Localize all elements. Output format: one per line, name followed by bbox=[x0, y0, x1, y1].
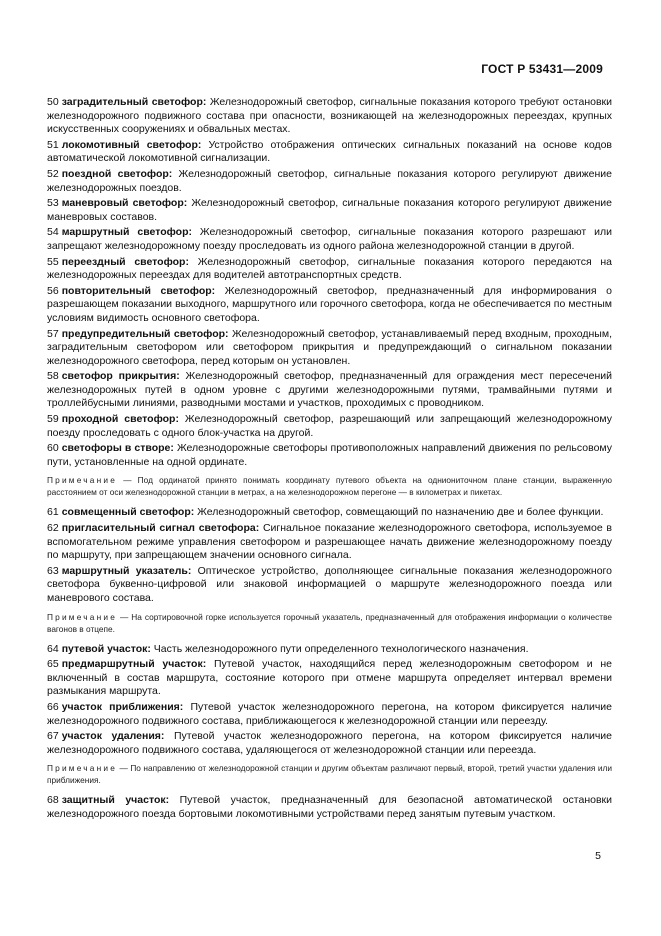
term-name: поездной светофор: bbox=[61, 167, 173, 180]
term-name: предупредительный светофор: bbox=[61, 327, 229, 340]
term-name: участок приближения: bbox=[61, 700, 184, 713]
term-definition: Железнодорожный светофор, сигнальные показания которого требуют остановки железнодорожного подвижного состава при опасности, возникающей на железнодорожных переездах, крупных искусственных сооружениях и обвальных местах. bbox=[47, 96, 612, 136]
term-name: предмаршрутный участок: bbox=[61, 658, 207, 671]
term-entry bbox=[47, 522, 612, 563]
term-number: 55 bbox=[47, 255, 59, 268]
term-entry bbox=[47, 794, 612, 821]
term-number: 68 bbox=[47, 794, 59, 807]
term-entry bbox=[47, 442, 612, 469]
term-definition: Часть железнодорожного пути определенного технологического назначения. bbox=[150, 642, 529, 655]
term-number: 50 bbox=[47, 96, 59, 108]
term-number: 59 bbox=[47, 413, 59, 426]
document-id: ГОСТ Р 53431—2009 bbox=[481, 62, 603, 76]
term-number: 54 bbox=[47, 226, 59, 239]
term-number: 61 bbox=[47, 506, 59, 519]
term-entry bbox=[47, 565, 612, 606]
term-name: заградительный светофор: bbox=[61, 96, 207, 108]
note-text: — На сортировочной горке используется горочный указатель, предназначенный для отображения информации о количестве вагонов в отцепе. bbox=[47, 611, 612, 634]
note-text: — По направлению от железнодорожной станции и другим объектам различают первый, второй, третий участки удаления или приближения. bbox=[47, 763, 612, 786]
term-entry bbox=[47, 701, 612, 728]
term-definition: Сигнальное показание железнодорожного светофора, используемое в вспомогательном режиме управления светофором и разрешающее начать движение железнодорожному поезду по маршруту, при запрещающем значении основного сигнала. bbox=[47, 522, 612, 562]
page-number: 5 bbox=[595, 850, 601, 862]
term-name: маршрутный светофор: bbox=[61, 226, 193, 239]
note bbox=[47, 474, 612, 498]
term-definition: Путевой участок железнодорожного перегона, на котором фиксируется наличие железнодорожного подвижного состава, приближающегося к железнодорожной станции или переезду. bbox=[47, 700, 612, 727]
term-number: 56 bbox=[47, 284, 59, 297]
term-name: локомотивный светофор: bbox=[61, 138, 202, 151]
term-entry bbox=[47, 96, 612, 137]
term-definition: Железнодорожные светофоры противоположных направлений движения по рельсовому пути, установленные на одной ординате. bbox=[47, 442, 612, 468]
term-name: участок удаления: bbox=[61, 730, 165, 743]
note-label: Примечание bbox=[47, 763, 118, 774]
term-name: совмещенный светофор: bbox=[61, 506, 195, 519]
term-definition: Железнодорожный светофор, сигнальные показания которого регулируют движение маневровых составов. bbox=[47, 197, 612, 223]
term-entry bbox=[47, 168, 612, 195]
term-entry bbox=[47, 197, 612, 224]
note-text: — Под ординатой принято понимать координату путевого объекта на одниониточном плане станции, выраженную расстоянием от оси железнодорожной станции в метрах, а на железнодорожном перегоне — в километрах и пикетах. bbox=[47, 475, 612, 498]
term-number: 52 bbox=[47, 167, 59, 180]
term-number: 51 bbox=[47, 138, 59, 151]
term-number: 67 bbox=[47, 730, 59, 743]
term-name: светофоры в створе: bbox=[61, 442, 174, 455]
term-name: защитный участок: bbox=[61, 794, 170, 807]
term-definition: Оптическое устройство, дополняющее сигнальные показания железнодорожного светофора буквенно-цифровой или знаковой информацией о маршруте железнодорожного поезда или маневрового состава. bbox=[47, 564, 612, 604]
term-definition: Путевой участок, предназначенный для безопасной автоматической остановки железнодорожного поезда бортовыми локомотивными устройствами перед занятым путевым участком. bbox=[47, 794, 612, 820]
term-entry bbox=[47, 413, 612, 440]
term-entry bbox=[47, 370, 612, 411]
term-definition: Железнодорожный светофор, предназначенный для ограждения мест пересечений железнодорожных путей в одном уровне с другими железнодорожными путями, трамвайными путями и троллейбусными линиями, разводными мостами и участков, проходимых с проводником. bbox=[47, 370, 612, 410]
term-entry bbox=[47, 643, 612, 657]
term-entry bbox=[47, 506, 612, 520]
term-number: 65 bbox=[47, 658, 59, 671]
term-name: переездный светофор: bbox=[61, 255, 189, 268]
note bbox=[47, 611, 612, 635]
note-label: Примечание bbox=[47, 611, 118, 622]
term-definition: Железнодорожный светофор, сигнальные показания которого разрешают или запрещают железнодорожному поезду проследовать из одного района железнодорожной станции в другой. bbox=[47, 226, 612, 252]
term-number: 66 bbox=[47, 700, 59, 713]
note bbox=[47, 762, 612, 786]
term-name: путевой участок: bbox=[61, 642, 151, 655]
term-name: повторительный светофор: bbox=[61, 284, 216, 297]
term-definition: Железнодорожный светофор, совмещающий по назначению две и более функции. bbox=[194, 506, 604, 519]
term-number: 64 bbox=[47, 642, 59, 655]
term-number: 63 bbox=[47, 564, 59, 577]
term-entry bbox=[47, 285, 612, 326]
term-number: 58 bbox=[47, 370, 59, 383]
term-number: 60 bbox=[47, 442, 59, 455]
document-body bbox=[47, 96, 612, 824]
term-number: 53 bbox=[47, 197, 59, 210]
term-name: пригласительный сигнал светофора: bbox=[61, 522, 260, 535]
term-entry bbox=[47, 730, 612, 757]
term-entry bbox=[47, 256, 612, 283]
term-definition: Путевой участок железнодорожного перегона, на котором фиксируется наличие железнодорожного подвижного состава, удаляющегося от железнодорожной станции или переезда. bbox=[47, 730, 612, 756]
term-definition: Железнодорожный светофор, предназначенный для информирования о разрешающем показании выходного, маршрутного или горочного светофора, когда не обеспечивается по местным условиям видимость основного светофора. bbox=[47, 284, 613, 324]
term-name: маршрутный указатель: bbox=[61, 564, 192, 577]
term-name: маневровый светофор: bbox=[61, 197, 188, 210]
term-number: 62 bbox=[47, 522, 59, 535]
term-definition: Железнодорожный светофор, сигнальные показания которого передаются на железнодорожных переездах для водителей автотранспортных средств. bbox=[47, 255, 612, 282]
term-entry bbox=[47, 139, 612, 166]
term-name: светофор прикрытия: bbox=[61, 370, 180, 383]
term-name: проходной светофор: bbox=[61, 413, 179, 426]
term-definition: Железнодорожный светофор, разрешающий или запрещающий железнодорожному поезду проследовать с одного блок-участка на другой. bbox=[47, 413, 612, 439]
term-definition: Путевой участок, находящийся перед железнодорожным светофором и не включенный в состав маршрута, состояние которого при отмене маршрута определяет интервал времени размыкания маршрута. bbox=[47, 658, 613, 698]
term-definition: Железнодорожный светофор, сигнальные показания которого регулируют движение железнодорожных поездов. bbox=[47, 167, 612, 194]
term-entry bbox=[47, 328, 612, 369]
term-definition: Железнодорожный светофор, устанавливаемый перед входным, проходным, заградительным светофором или светофором прикрытия и предупреждающий о сигнальном показании железнодорожного светофора, перед которым он установлен. bbox=[47, 327, 612, 367]
term-definition: Устройство отображения оптических сигнальных показаний на основе кодов автоматической локомотивной сигнализации. bbox=[47, 138, 612, 165]
term-entry bbox=[47, 658, 612, 699]
note-label: Примечание bbox=[47, 475, 118, 486]
term-number: 57 bbox=[47, 327, 59, 340]
term-entry bbox=[47, 226, 612, 253]
